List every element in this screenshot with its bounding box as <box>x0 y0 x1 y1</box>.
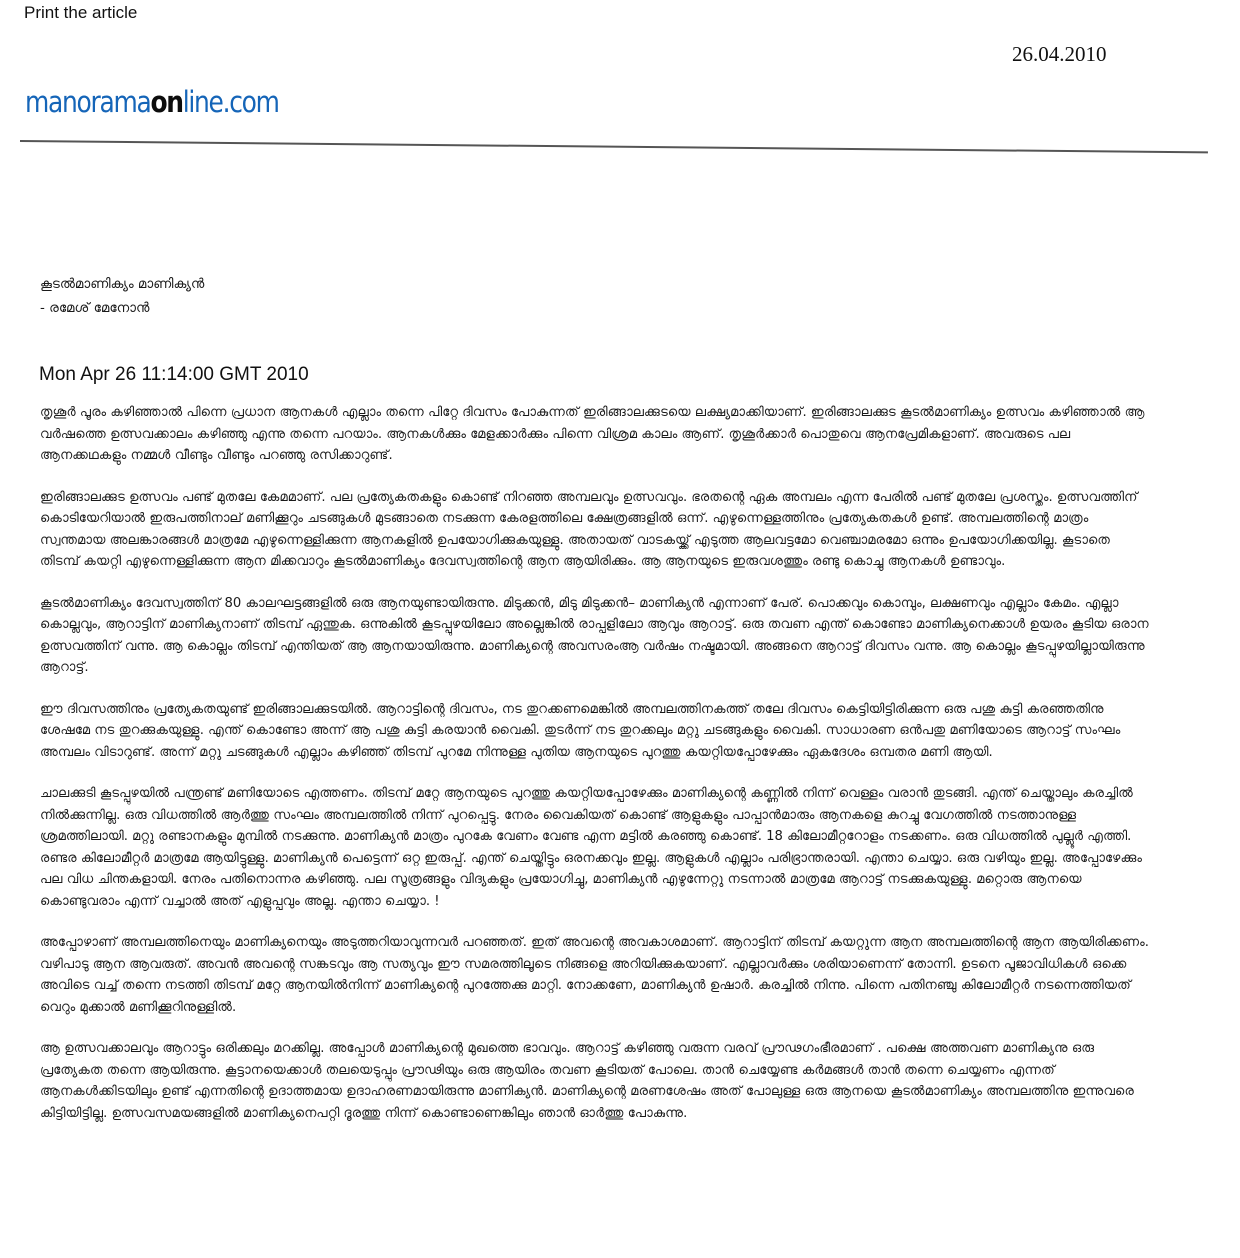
print-date: 26.04.2010 <box>1012 42 1107 66</box>
print-article-link[interactable]: Print the article <box>24 3 138 22</box>
article-paragraph: കൂടൽമാണിക്യം ദേവസ്വത്തിന് 80 കാലഘട്ടങ്ങളിൽ ഒരു ആനയുണ്ടായിരുന്നു. മിടുക്കൻ, മിടു മിടുക്കൻ– മാണിക്യൻ എന്നാണ് പേര്. പൊക്കവും കൊമ്പും, ലക്ഷണവും എല്ലാം കേമം. എല്ലാ കൊല്ലവും, ആറാട്ടിന് മാണിക്യനാണ് തിടമ്പ് ഏന്തുക. ഒന്നുകിൽ കൂടപ്പുഴയിലോ അല്ലെങ്കിൽ രാപ്പളിലോ ആവും ആറാട്ട്. ഒരു തവണ എന്ത് കൊണ്ടോ മാണിക്യനെക്കാൾ ഉയരം കൂടിയ ഒരാന ഉത്സവത്തിന് വന്നു. ആ കൊല്ലം തിടമ്പ് എന്തിയത് ആ ആനയായിരുന്നു. മാണിക്യന്റെ അവസരംആ വർഷം നഷ്ടമായി. അങ്ങനെ ആറാട്ട് ദിവസം വന്നു. ആ കൊല്ലം കൂടപ്പുഴയില്ലായിരുന്നു ആറാട്ട്. <box>40 595 1149 675</box>
article-paragraph: അപ്പോഴാണ് അമ്പലത്തിനെയും മാണിക്യനെയും അടുത്തറിയാവുന്നവർ പറഞ്ഞത്. ഇത് അവന്റെ അവകാശമാണ്. ആറാട്ടിന് തിടമ്പ് കയറ്റുന്ന ആന അമ്പലത്തിന്റെ ആന ആയിരിക്കണം. വഴിപാടു ആന ആവരുത്. അവൻ അവന്റെ സങ്കടവും ആ സത്യവും ഈ സമരത്തിലൂടെ നിങ്ങളെ അറിയിക്കുകയാണ്. എല്ലാവർക്കും ശരിയാണെന്ന് തോന്നി. ഉടനെ പൂജാവിധികൾ ഒക്കെ അവിടെ വച്ച് തന്നെ നടത്തി തിടമ്പ് മറ്റേ ആനയിൽനിന്ന് മാണിക്യന്റെ പുറത്തേക്കു മാറ്റി. നോക്കണേ, മാണിക്യൻ ഉഷാർ. കരച്ചിൽ നിന്നു. പിന്നെ പതിനഞ്ചു കിലോമീറ്റർ നടന്നെത്തിയത് വെറും മുക്കാൽ മണിക്കൂറിനുള്ളിൽ. <box>40 935 1149 1015</box>
site-logo <box>25 85 279 119</box>
article-paragraph: ആ ഉത്സവക്കാലവും ആറാട്ടും ഒരിക്കലും മറക്കില്ല. അപ്പോൾ മാണിക്യന്റെ മുഖത്തെ ഭാവവും. ആറാട്ട് കഴിഞ്ഞു വരുന്ന വരവ് പ്രൗഢഗംഭീരമാണ് . പക്ഷെ അത്തവണ മാണിക്യനു ഒരു പ്രത്യേകത തന്നെ ആയിരുന്നു. കൂട്ടാനയെക്കാൾ തലയെടുപ്പും പ്രൗഢിയും ഒരു ആയിരം തവണ കൂടിയത് പോലെ. താൻ ചെയ്യേണ്ട കർമങ്ങൾ താൻ തന്നെ ചെയ്യണം എന്നത് ആനകൾക്കിടയിലും ഉണ്ട് എന്നതിന്റെ ഉദാത്തമായ ഉദാഹരണമായിരുന്നു മാണിക്യൻ. മാണിക്യന്റെ മരണശേഷം അത് പോലുള്ള ഒരു ആനയെ കൂടൽമാണിക്യം അമ്പലത്തിനു ഇന്നുവരെ കിട്ടിയിട്ടില്ല. ഉത്സവസമയങ്ങളിൽ മാണിക്യനെപറ്റി ദൂരത്തു നിന്ന് കൊണ്ടാണെങ്കിലും ഞാൻ ഓർത്തു പോകുന്നു. <box>40 1041 1134 1121</box>
article-paragraph: ഈ ദിവസത്തിനും പ്രത്യേകതയുണ്ട് ഇരിങ്ങാലക്കുടയിൽ. ആറാട്ടിന്റെ ദിവസം, നട തുറക്കണമെങ്കിൽ അമ്പലത്തിനകത്ത് തലേ ദിവസം കെട്ടിയിട്ടിരിക്കുന്ന ഒരു പശു കുട്ടി കരഞ്ഞതിനു ശേഷമേ നട തുറക്കുകയുള്ളു. എന്ത് കൊണ്ടോ അന്ന് ആ പശു കുട്ടി കരയാൻ വൈകി. തുടർന്ന് നട തുറക്കലും മറ്റു ചടങ്ങുകളും വൈകി. സാധാരണ ഒൻപതു മണിയോടെ ആറാട്ട് സംഘം അമ്പലം വിടാറുണ്ട്. അന്ന് മറ്റു ചടങ്ങുകൾ എല്ലാം കഴിഞ്ഞ് തിടമ്പ് പുറമേ നിന്നുള്ള പുതിയ ആനയുടെ പുറത്തു കയറ്റിയപ്പോഴേക്കും ഏകദേശം ഒമ്പതര മണി ആയി. <box>40 701 1121 760</box>
article-title: കൂടൽമാണിക്യം മാണിക്യൻ <box>40 276 205 292</box>
article-paragraph: തൃശൂർ പൂരം കഴിഞ്ഞാൽ പിന്നെ പ്രധാന ആനകൾ എല്ലാം തന്നെ പിറ്റേ ദിവസം പോകുന്നത് ഇരിങ്ങാലക്കുടയെ ലക്ഷ്യമാക്കിയാണ്. ഇരിങ്ങാലക്കുട കൂടൽമാണിക്യം ഉത്സവം കഴിഞ്ഞാൽ ആ വർഷത്തെ ഉത്സവക്കാലം കഴിഞ്ഞു എന്നു തന്നെ പറയാം. ആനകൾക്കും മേളക്കാർക്കും പിന്നെ വിശ്രമ കാലം ആണ്. തൃശൂർക്കാർ പൊതുവെ ആനപ്രേമികളാണ്. അവരുടെ പല ആനക്കഥകളും നമ്മൾ വീണ്ടും വീണ്ടും പറഞ്ഞു രസിക്കാറുണ്ട്. <box>40 405 1145 463</box>
article-timestamp: Mon Apr 26 11:14:00 GMT 2010 <box>39 364 309 385</box>
logo-text-on: on <box>150 85 183 119</box>
header-divider <box>20 140 1208 153</box>
logo-text-manorama: manorama <box>25 85 151 119</box>
article-byline: - രമേശ് മേനോൻ <box>40 300 150 316</box>
article-header <box>40 272 204 320</box>
logo-text-line-com: line.com <box>182 85 279 119</box>
article-body <box>40 402 1150 1144</box>
article-paragraph: ചാലക്കുടി കൂടപ്പുഴയിൽ പന്ത്രണ്ട് മണിയോടെ എത്തണം. തിടമ്പ് മറ്റേ ആനയുടെ പുറത്തു കയറ്റിയപ്പോഴേക്കും മാണിക്യന്റെ കണ്ണിൽ നിന്ന് വെള്ളം വരാൻ തുടങ്ങി. എന്ത് ചെയ്താലും കരച്ചിൽ നിൽക്കുന്നില്ല. ഒരു വിധത്തിൽ ആർത്തു സംഘം അമ്പലത്തിൽ നിന്ന് പുറപ്പെട്ടു. നേരം വൈകിയത് കൊണ്ട് ആളുകളും പാപ്പാൻമാരും ആനകളെ കുറച്ചു വേഗത്തിൽ നടത്താനുള്ള ശ്രമത്തിലായി. മറ്റു രണ്ടാനകളും മുമ്പിൽ നടക്കുന്നു. മാണിക്യൻ മാത്രം പുറകേ വേണം വേണ്ട എന്ന മട്ടിൽ കരഞ്ഞു കൊണ്ട്. 18 കിലോമീറ്ററോളം നടക്കണം. ഒരു വിധത്തിൽ പുല്ലൂർ എത്തി. രണ്ടര കിലോമീറ്റർ മാത്രമേ ആയിട്ടുള്ളു. മാണിക്യൻ പെട്ടെന്ന് ഒറ്റ ഇരുപ്പ്. എന്ത് ചെയ്തിട്ടും ഒരനക്കവും ഇല്ല. ആളുകൾ എല്ലാം പരിഭ്രാന്തരായി. എന്താ ചെയ്യാ. ഒരു വഴിയും ഇല്ല. അപ്പോഴേക്കും പല വിധ ചിന്തകളായി. നേരം പതിനൊന്നര കഴിഞ്ഞു. പല സൂത്രങ്ങളും വിദ്യകളും പ്രയോഗിച്ചു, മാണിക്യൻ എഴുന്നേറ്റു നടന്നാൽ മാത്രമേ ആറാട്ട് നടക്കുകയുള്ളു. മറ്റൊരു ആനയെ കൊണ്ടുവരാം എന്ന് വച്ചാൽ അത് എളുപ്പവും അല്ല. എന്താ ചെയ്യാ. ! <box>40 786 1143 909</box>
article-paragraph: ഇരിങ്ങാലക്കുട ഉത്സവം പണ്ട് മുതലേ കേമമാണ്. പല പ്രത്യേകതകളും കൊണ്ട് നിറഞ്ഞ അമ്പലവും ഉത്സവവും. ഭരതന്റെ ഏക അമ്പലം എന്ന പേരിൽ പണ്ട് മുതലേ പ്രശസ്തം. ഉത്സവത്തിന് കൊടിയേറിയാൽ ഇരുപത്തിനാല് മണിക്കൂറും ചടങ്ങുകൾ മുടങ്ങാതെ നടക്കുന്ന കേരളത്തിലെ ക്ഷേത്രങ്ങളിൽ ഒന്ന്. എഴുന്നെള്ളത്തിനും പ്രത്യേകതകൾ ഉണ്ട്. അമ്പലത്തിന്റെ മാത്രം സ്വന്തമായ അലങ്കാരങ്ങൾ മാത്രമേ എഴുന്നെള്ളിക്കുന്ന ആനകളിൽ ഉപയോഗിക്കുകയുള്ളു. അതായത് വാടകയ്ക്ക് എടുത്ത ആലവട്ടമോ വെഞ്ചാമരമോ ഒന്നും ഉപയോഗിക്കയില്ല. കൂടാതെ തിടമ്പ് കയറ്റി എഴുന്നെള്ളിക്കുന്ന ആന മിക്കവാറും കൂടൽമാണിക്യം ദേവസ്വത്തിന്റെ ആന ആയിരിക്കും. ആ ആനയുടെ ഇരുവശത്തും രണ്ടു കൊച്ചു ആനകൾ ഉണ്ടാവും. <box>40 489 1138 569</box>
